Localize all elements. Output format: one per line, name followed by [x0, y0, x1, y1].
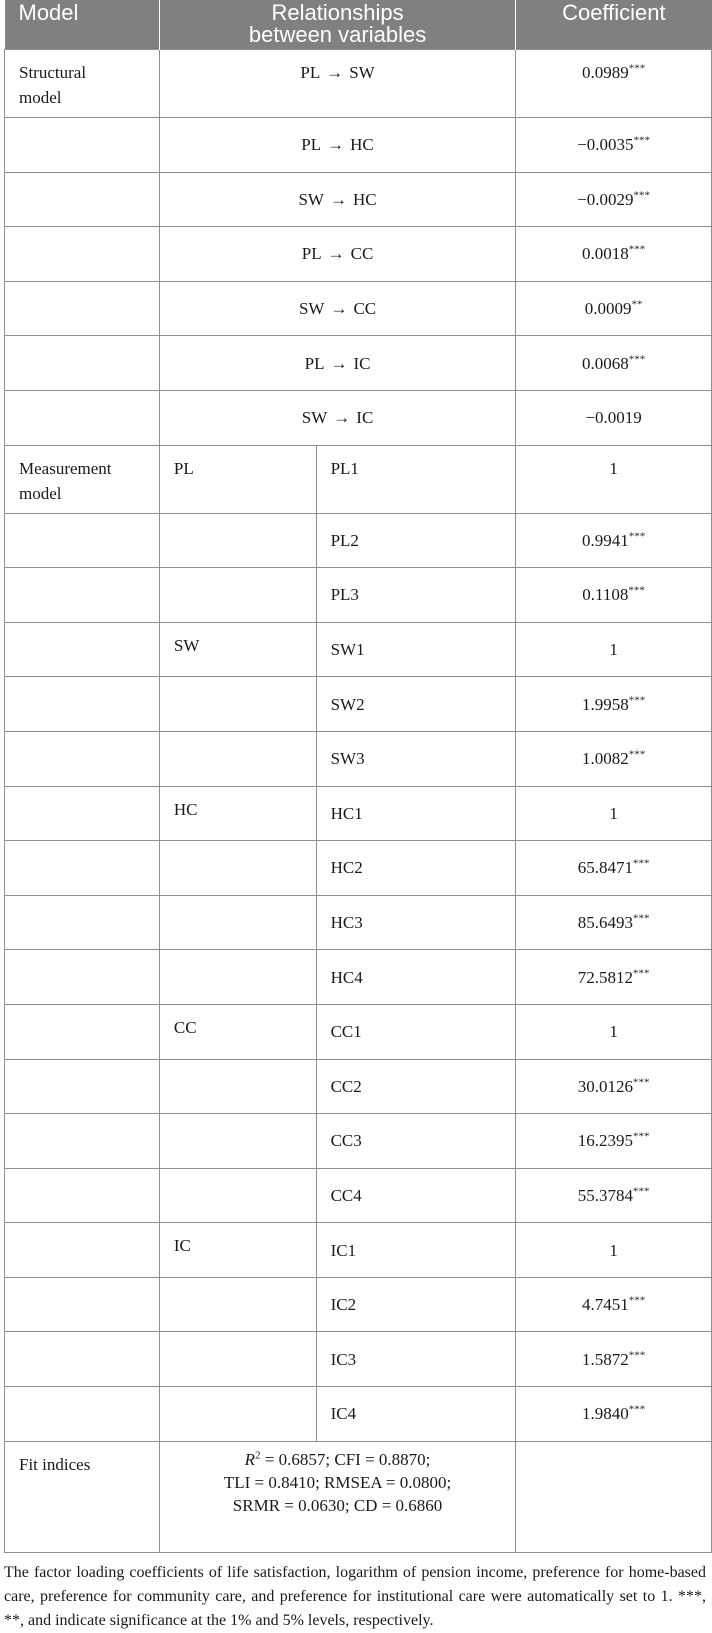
coefficient-cell — [516, 895, 712, 950]
indicator-cell: HC4 — [316, 950, 516, 1005]
relationship-from: PL — [300, 63, 321, 82]
table-row — [5, 390, 712, 445]
coefficient-value: 0.9941 — [581, 530, 629, 550]
coefficient-value: 4.7451 — [581, 1295, 629, 1315]
coefficient-cell — [516, 50, 712, 118]
significance-stars: *** — [628, 693, 646, 706]
coefficient-value: 0.0989 — [581, 63, 629, 82]
coefficient-value: 1 — [609, 1240, 618, 1260]
coefficient-cell — [516, 622, 712, 677]
header-relationships-line1: Relationships — [271, 0, 404, 25]
coefficient-value: 0.0018 — [581, 244, 629, 264]
table-row — [5, 172, 712, 227]
table-row — [5, 1004, 712, 1059]
indicator-cell: CC3 — [316, 1114, 516, 1169]
arrow-icon: → — [327, 135, 345, 155]
coefficient-cell — [516, 731, 712, 786]
indicator-cell: CC1 — [316, 1004, 516, 1059]
coefficient-value: 1 — [609, 1022, 618, 1042]
coefficient-cell — [516, 227, 712, 282]
fit-line-1 — [160, 1448, 515, 1471]
table-row — [5, 1332, 712, 1387]
model-cell — [5, 1332, 160, 1387]
coefficient-value: 65.8471 — [577, 858, 633, 878]
significance-stars: *** — [633, 189, 651, 202]
significance-stars: *** — [632, 857, 650, 870]
factor-cell — [159, 1114, 316, 1169]
coefficient-cell — [516, 172, 712, 227]
relationship-to: CC — [353, 299, 377, 319]
table-row — [5, 731, 712, 786]
model-cell — [5, 227, 160, 282]
table-row — [5, 118, 712, 173]
factor-cell — [159, 1168, 316, 1223]
coefficient-value: 1 — [609, 640, 618, 660]
factor-cell — [159, 677, 316, 732]
arrow-icon: → — [333, 408, 351, 428]
model-cell — [5, 50, 160, 118]
fit-line-1-text: = 0.6857; CFI = 0.8870; — [260, 1449, 431, 1469]
model-cell — [5, 1059, 160, 1114]
table-row — [5, 677, 712, 732]
factor-cell — [159, 1332, 316, 1387]
significance-stars: *** — [628, 530, 646, 543]
significance-stars: *** — [628, 1403, 646, 1416]
table-row — [5, 950, 712, 1005]
factor-cell: IC — [159, 1223, 316, 1278]
relationship-to: IC — [356, 408, 374, 428]
significance-stars: *** — [628, 353, 646, 366]
coefficient-value: 0.0068 — [581, 353, 629, 373]
coefficient-cell — [516, 841, 712, 896]
model-label-line2: model — [19, 88, 62, 107]
coefficient-value: 0.1108 — [582, 585, 629, 605]
relationship-cell — [159, 118, 515, 173]
coefficient-cell — [516, 336, 712, 391]
model-cell — [5, 1114, 160, 1169]
significance-stars: *** — [632, 966, 650, 979]
arrow-icon: → — [329, 189, 347, 209]
relationship-cell — [159, 390, 515, 445]
coefficient-cell — [516, 1168, 712, 1223]
arrow-icon: → — [330, 353, 348, 373]
coefficient-value: 0.0009 — [584, 299, 632, 319]
table-row — [5, 568, 712, 623]
table-row — [5, 281, 712, 336]
table-row — [5, 1114, 712, 1169]
model-cell — [5, 336, 160, 391]
coefficient-value: 55.3784 — [577, 1185, 633, 1205]
relationship-from: PL — [304, 353, 325, 373]
significance-stars: *** — [628, 62, 646, 75]
coefficient-cell — [516, 1223, 712, 1278]
empty-cell — [516, 1441, 712, 1552]
model-cell — [5, 950, 160, 1005]
coefficient-cell — [516, 1114, 712, 1169]
fit-line-2: TLI = 0.8410; RMSEA = 0.0800; — [223, 1472, 452, 1492]
model-cell — [5, 445, 160, 513]
model-cell — [5, 1004, 160, 1059]
model-cell — [5, 118, 160, 173]
indicator-cell: IC1 — [316, 1223, 516, 1278]
model-cell: Fit indices — [5, 1441, 160, 1552]
indicator-cell: HC3 — [316, 895, 516, 950]
indicator-cell: PL3 — [316, 568, 516, 623]
coefficient-value: 1.9958 — [581, 694, 629, 714]
coefficient-cell — [516, 390, 712, 445]
table-row — [5, 445, 712, 513]
table-row — [5, 1223, 712, 1278]
model-cell — [5, 786, 160, 841]
model-label-line1: Structural — [19, 63, 87, 82]
significance-stars: *** — [632, 1185, 650, 1198]
table-row — [5, 1059, 712, 1114]
model-cell — [5, 841, 160, 896]
fit-indices-cell — [159, 1441, 515, 1552]
indicator-cell: IC2 — [316, 1277, 516, 1332]
coefficient-value: 1 — [609, 803, 618, 823]
relationship-cell — [159, 336, 515, 391]
relationship-to: IC — [353, 353, 371, 373]
fit-line-3: SRMR = 0.0630; CD = 0.6860 — [232, 1495, 443, 1515]
table-row — [5, 895, 712, 950]
factor-cell — [159, 950, 316, 1005]
significance-stars: *** — [628, 1349, 646, 1362]
indicator-cell: CC4 — [316, 1168, 516, 1223]
coefficient-cell — [516, 950, 712, 1005]
indicator-cell: IC4 — [316, 1387, 516, 1442]
coefficient-value: −0.0035 — [577, 135, 634, 155]
model-cell — [5, 895, 160, 950]
header-relationships-line2: between variables — [248, 22, 427, 47]
factor-cell — [159, 895, 316, 950]
relationship-from: SW — [301, 408, 328, 428]
model-cell — [5, 622, 160, 677]
coefficient-cell — [516, 1332, 712, 1387]
factor-cell — [159, 513, 316, 568]
arrow-icon: → — [326, 63, 344, 82]
table-row — [5, 841, 712, 896]
relationship-from: SW — [298, 299, 325, 319]
significance-stars: ** — [631, 298, 643, 311]
table-row — [5, 1168, 712, 1223]
r-squared-exponent: 2 — [255, 1449, 261, 1461]
factor-cell: CC — [159, 1004, 316, 1059]
table-body — [5, 50, 712, 1553]
indicator-cell: IC3 — [316, 1332, 516, 1387]
relationship-to: HC — [352, 189, 377, 209]
coefficient-value: 1.9840 — [581, 1404, 629, 1424]
factor-cell — [159, 568, 316, 623]
model-cell — [5, 1277, 160, 1332]
model-label-line1: Measurement — [19, 458, 112, 478]
coefficient-cell — [516, 677, 712, 732]
table-row — [5, 513, 712, 568]
header-coefficient: Coefficient — [516, 0, 712, 50]
results-table — [4, 0, 712, 1553]
relationship-to: SW — [349, 63, 375, 82]
relationship-cell — [159, 172, 515, 227]
significance-stars: *** — [628, 243, 646, 256]
relationship-cell — [159, 227, 515, 282]
model-cell — [5, 1168, 160, 1223]
coefficient-cell — [516, 1004, 712, 1059]
model-cell — [5, 677, 160, 732]
significance-stars: *** — [632, 1130, 650, 1143]
indicator-cell: HC1 — [316, 786, 516, 841]
coefficient-cell — [516, 1059, 712, 1114]
significance-stars: *** — [628, 584, 645, 597]
indicator-cell: SW3 — [316, 731, 516, 786]
significance-stars: *** — [633, 134, 651, 147]
relationship-cell — [159, 50, 515, 118]
indicator-cell: HC2 — [316, 841, 516, 896]
model-cell — [5, 731, 160, 786]
model-cell — [5, 390, 160, 445]
relationship-cell — [159, 281, 515, 336]
coefficient-value: 1.5872 — [581, 1349, 629, 1369]
table-row — [5, 50, 712, 118]
indicator-cell: PL1 — [316, 445, 516, 513]
table-row — [5, 336, 712, 391]
model-cell — [5, 172, 160, 227]
significance-stars: *** — [628, 748, 646, 761]
coefficient-cell — [516, 513, 712, 568]
coefficient-cell — [516, 118, 712, 173]
coefficient-value: 30.0126 — [577, 1076, 633, 1096]
indicator-cell: PL2 — [316, 513, 516, 568]
coefficient-cell — [516, 786, 712, 841]
relationship-from: SW — [298, 189, 324, 209]
model-cell — [5, 281, 160, 336]
factor-cell — [159, 1277, 316, 1332]
indicator-cell: SW1 — [316, 622, 516, 677]
coefficient-cell — [516, 1277, 712, 1332]
factor-cell: PL — [159, 445, 316, 513]
factor-cell: SW — [159, 622, 316, 677]
r-squared-symbol: R — [244, 1449, 256, 1469]
indicator-cell: CC2 — [316, 1059, 516, 1114]
coefficient-value: 72.5812 — [577, 967, 633, 987]
coefficient-cell — [516, 281, 712, 336]
relationship-from: PL — [301, 135, 322, 155]
coefficient-value: 1.0082 — [581, 749, 629, 769]
table-row — [5, 786, 712, 841]
table-row — [5, 1277, 712, 1332]
significance-stars: *** — [632, 912, 650, 925]
table-row — [5, 227, 712, 282]
coefficient-value: 85.6493 — [577, 913, 633, 933]
coefficient-cell — [516, 445, 712, 513]
model-cell — [5, 1223, 160, 1278]
indicator-cell: SW2 — [316, 677, 516, 732]
model-cell — [5, 568, 160, 623]
coefficient-value: 1 — [609, 458, 618, 478]
arrow-icon: → — [327, 244, 345, 264]
factor-cell — [159, 841, 316, 896]
coefficient-value: 16.2395 — [577, 1131, 633, 1151]
coefficient-value: −0.0019 — [585, 408, 642, 428]
header-relationships — [159, 0, 515, 50]
table-header — [5, 0, 712, 50]
factor-cell — [159, 731, 316, 786]
fit-indices-row — [5, 1441, 712, 1552]
table-row — [5, 622, 712, 677]
coefficient-value: −0.0029 — [577, 189, 634, 209]
model-cell — [5, 513, 160, 568]
factor-cell: HC — [159, 786, 316, 841]
relationship-to: CC — [350, 244, 374, 264]
relationship-from: PL — [301, 244, 322, 264]
header-model: Model — [5, 0, 160, 50]
table-footnote: The factor loading coefficients of life satisfaction, logarithm of pension income, preference for home-based care, preference for community care, and preference for institutional care were automatically set to 1. ***, **, and indicate significance at the 1% and 5% levels, respectively. — [4, 1564, 706, 1629]
coefficient-cell — [516, 568, 712, 623]
model-label-line2: model — [19, 483, 62, 503]
significance-stars: *** — [632, 1076, 650, 1089]
arrow-icon: → — [330, 299, 348, 319]
factor-cell — [159, 1059, 316, 1114]
significance-stars: *** — [628, 1294, 646, 1307]
relationship-to: HC — [350, 135, 374, 155]
